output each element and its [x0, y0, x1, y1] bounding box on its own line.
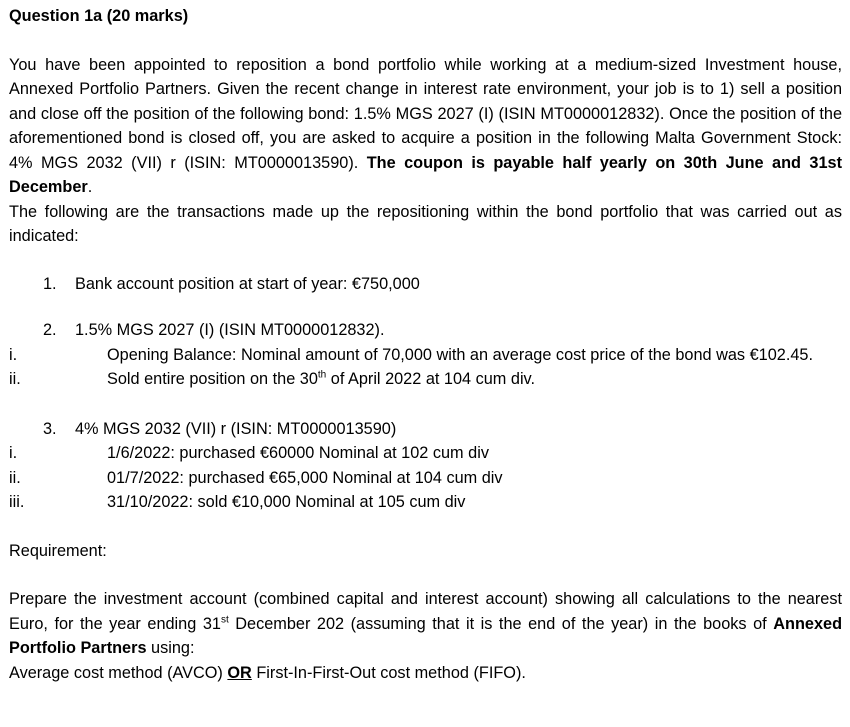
list-number: 1. — [43, 274, 57, 293]
sub-number: i. — [9, 345, 18, 364]
list-text: 4% MGS 2032 (VII) r (ISIN: MT0000013590) — [75, 419, 397, 438]
transaction-list — [9, 272, 842, 515]
question-heading: Question 1a (20 marks) — [9, 7, 189, 25]
sub-item-3-iii — [9, 490, 842, 515]
sub-item-2-ii — [9, 367, 842, 392]
sub-item-2-i — [9, 343, 842, 368]
requirement-text-end: using: — [146, 639, 195, 657]
ordinal-suffix: st — [220, 614, 229, 626]
sub-item-3-ii — [9, 466, 842, 491]
intro-paragraph — [9, 53, 842, 200]
intro-end: . — [87, 178, 93, 196]
requirement-label: Requirement: — [9, 541, 107, 560]
sub-item-3-i — [9, 441, 842, 466]
requirement-text: Prepare the investment account (combined capital and interest account) showing all calculations to the nearest Euro, for the year ending 31 — [9, 590, 842, 633]
list-number: 3. — [43, 419, 57, 438]
or-emphasis: OR — [227, 663, 252, 682]
coupon-note: The coupon is payable half yearly on 30th June and 31st December — [9, 153, 842, 196]
sub-number: ii. — [9, 468, 21, 487]
requirement-paragraph — [9, 587, 842, 661]
ordinal-suffix: th — [317, 369, 327, 381]
sub-text-end: of April 2022 at 104 cum div. — [326, 370, 536, 388]
list-text: 1.5% MGS 2027 (I) (ISIN MT0000012832). — [75, 321, 385, 339]
list-item-1 — [43, 272, 842, 297]
sub-number: ii. — [9, 370, 21, 388]
sub-text-start: Sold entire position on the 30 — [107, 370, 318, 388]
method-fifo: First-In-First-Out cost method (FIFO). — [251, 663, 526, 682]
transactions-intro: The following are the transactions made up the repositioning within the bond portfolio that was carried out as indicated: — [9, 202, 842, 245]
sub-number: iii. — [9, 493, 25, 511]
sub-text: 1/6/2022: purchased €60000 Nominal at 102 cum div — [107, 444, 489, 462]
sub-text: 01/7/2022: purchased €65,000 Nominal at 104 cum div — [107, 468, 503, 487]
list-item-3 — [43, 417, 842, 442]
sub-number: i. — [9, 444, 18, 462]
list-item-2 — [43, 318, 842, 343]
list-text: Bank account position at start of year: €750,000 — [75, 274, 420, 293]
sub-text: 31/10/2022: sold €10,000 Nominal at 105 cum div — [107, 493, 466, 511]
methods-line — [9, 661, 842, 686]
sub-text — [107, 367, 842, 392]
intro-text: You have been appointed to reposition a bond portfolio while working at a medium-sized Investment house, Annexed Portfolio Partners. Given the recent change in interest rate environment, your job is to 1) sell a position and close off the position of the following bond: 1.5% MGS 2027 (I) (ISIN MT0000012832). Once the position of the aforementioned bond is closed off, you are asked to acquire a position in the following Malta Government Stock: 4% MGS 2032 (VII) r (ISIN: MT0000013590). — [9, 55, 842, 172]
sub-text: Opening Balance: Nominal amount of 70,000 with an average cost price of the bond was €102.45. — [107, 345, 813, 364]
method-avco: Average cost method (AVCO) — [9, 663, 228, 682]
company-name: Annexed Portfolio Partners — [9, 614, 843, 657]
requirement-text-mid: December 202 (assuming that it is the end of the year) in the books of — [228, 614, 774, 633]
list-number: 2. — [43, 321, 57, 339]
